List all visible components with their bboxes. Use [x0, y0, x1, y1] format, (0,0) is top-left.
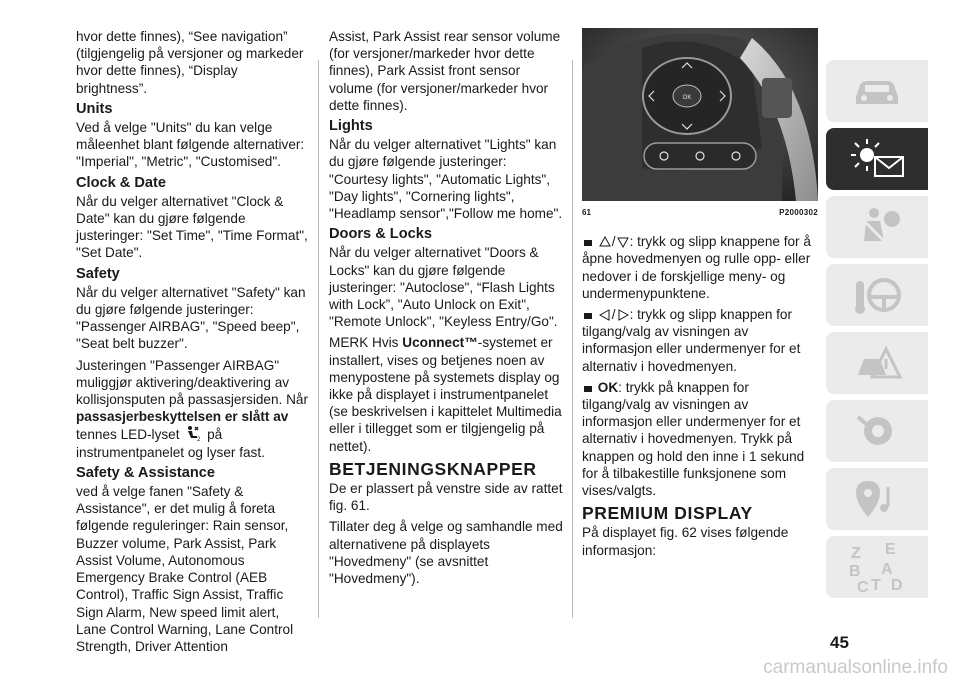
figure-caption: [582, 204, 818, 221]
ok-label: OK: [597, 379, 619, 395]
key-steering-wheel-icon: [850, 273, 904, 317]
airbag-led-text: tennes LED-lyset: [76, 427, 180, 443]
index-letter: E: [885, 541, 896, 558]
page-number: 45: [830, 633, 849, 652]
slash-1: /: [611, 234, 616, 250]
left-right-paragraph: [582, 306, 818, 375]
airbag-when-text: Når: [286, 392, 308, 408]
index-letter: C: [857, 579, 869, 594]
safety-assistance-paragraph: ved å velge fanen "Safety & Assistance", er det mulig å foreta følgende reguleringer: Rain sensor, Buzzer volume, Park Assist, Park Assist Volume, Autonomous Emergency Brake Control (AEB Control), Traffic Sign Assist, Traffic Sign Alarm, New speed limit alert, Lane Control Warning, Lane Control Strength, Driver Attention: [76, 484, 294, 654]
down-arrow-icon: [617, 236, 629, 248]
airbag-off-bold: passasjerbeskyttelsen er slått av: [76, 409, 289, 425]
continued-paragraph: Assist, Park Assist rear sensor volume (for versjoner/markeder hvor dette finnes), Park Assist front sensor volume (for versjoner/markeder hvor dette finnes).: [329, 29, 561, 113]
svg-text:OK: OK: [682, 95, 692, 101]
chapter-tab-warning-lights[interactable]: [826, 128, 928, 190]
premium-display-paragraph: På displayet fig. 62 vises følgende informasjon:: [582, 525, 789, 558]
note-prefix: MERK Hvis: [329, 335, 399, 351]
index-letter: Z: [851, 545, 861, 562]
text-column-3: [582, 28, 818, 563]
premium-display-heading: PREMIUM DISPLAY: [582, 503, 753, 524]
bullet-square-icon: [583, 311, 593, 321]
passenger-airbag-off-icon: [184, 425, 202, 441]
left-arrow-icon: [599, 309, 611, 321]
chapter-tab-starting-driving[interactable]: [826, 264, 928, 326]
index-letter: B: [849, 563, 861, 580]
units-heading: Units: [76, 100, 113, 117]
doors-locks-paragraph: Når du velger alternativet "Doors & Locks" kan du gjøre følgende justeringer: "Autoclose", “Flash Lights with Lock”, "Auto Unlock on Exit", "Remote Unlock", "Keyless Entry/Go".: [329, 245, 558, 330]
text-column-2: [329, 28, 565, 591]
chapter-sidebar: [826, 60, 928, 604]
chapter-tab-multimedia[interactable]: [826, 468, 928, 530]
up-down-text: : trykk og slipp knappene for å åpne hovedmenyen og rulle opp- eller nedover i de forskjellige meny- og undermenypunktene.: [582, 234, 811, 301]
lights-paragraph: Når du velger alternativet "Lights" kan du gjøre følgende justeringer: "Courtesy lights", "Automatic Lights", "Day lights", "Cornering lights", "Headlamp sensor","Follow me home".: [329, 137, 563, 222]
text-column-1: [76, 28, 312, 659]
chapter-tab-maintenance[interactable]: [826, 400, 928, 462]
slash-2: /: [611, 307, 616, 323]
watermark[interactable]: carmanualsonline.info: [763, 657, 948, 678]
clock-date-heading: Clock & Date: [76, 174, 167, 191]
figure-label: 61: [582, 208, 591, 217]
left-right-text: : trykk og slipp knappen for tilgang/valg av visningen av informasjon eller undermenyer for et alternativ i hovedmenyen.: [582, 307, 801, 374]
car-road-warning-icon: [850, 341, 904, 385]
index-letter: D: [891, 577, 903, 594]
safety-heading: Safety: [76, 265, 120, 282]
svg-text:2: 2: [197, 437, 201, 442]
steering-wheel-controls-figure: [582, 28, 818, 201]
airbag-text: Justeringen "Passenger AIRBAG" muliggjør aktivering/deaktivering av kollisjonsputen på passasjersiden.: [76, 357, 290, 408]
note-body: -systemet er installert, vises og betjenes noen av menypostene på systemets display og ikke på displayet i instrumentpanelet (se beskrivelsen i kapittelet Multimedia eller i tillegget som er tilgjengelig på nettet).: [329, 335, 562, 454]
airbag-end-text: på instrumentpanelet og lyser fast.: [76, 427, 265, 460]
up-arrow-icon: [599, 236, 611, 248]
column-divider-2: [572, 60, 573, 618]
right-arrow-icon: [617, 309, 629, 321]
airbag-paragraph: [76, 357, 312, 461]
ok-paragraph: [582, 379, 818, 499]
note-paragraph: [329, 334, 565, 454]
up-down-paragraph: [582, 233, 818, 302]
doors-locks-heading: Doors & Locks: [329, 226, 432, 243]
airbag-seatbelt-icon: [850, 205, 904, 249]
chapter-tab-index[interactable]: [826, 536, 928, 598]
safety-assistance-heading: Safety & Assistance: [76, 464, 215, 481]
lights-heading: Lights: [329, 118, 373, 135]
car-icon: [850, 71, 904, 111]
clock-date-paragraph: Når du velger alternativet "Clock & Date" kan du gjøre følgende justeringer: "Set Time", "Time Format", "Set Date".: [76, 193, 308, 261]
bullet-square-icon: [583, 238, 593, 248]
chapter-tab-emergency[interactable]: [826, 332, 928, 394]
intro-paragraph: hvor dette finnes), “See navigation” (tilgjengelig på versjoner og markeder hvor dette finnes), “Display brightness”.: [76, 29, 304, 96]
alphabet-index-icon: [845, 540, 909, 594]
controls-paragraph: De er plassert på venstre side av rattet fig. 61.: [329, 481, 563, 514]
column-divider-1: [318, 60, 319, 618]
figure-code: P2000302: [779, 208, 818, 217]
uconnect-brand: Uconnect™: [402, 335, 478, 351]
controls-heading: BETJENINGSKNAPPER: [329, 458, 537, 479]
bullet-square-icon: [583, 384, 593, 394]
units-paragraph: Ved å velge "Units" du kan velge måleenhet blant følgende alternativer: "Imperial", "Metric", "Customised".: [76, 120, 305, 170]
chapter-tab-car[interactable]: [826, 60, 928, 122]
controls-paragraph-2: Tillater deg å velge og samhandle med alternativene på displayets "Hovedmeny" (se avsnittet "Hovedmeny").: [329, 519, 563, 587]
warning-lights-message-icon: [845, 135, 909, 183]
steering-wheel-illustration: [582, 28, 818, 201]
index-letter: A: [881, 561, 893, 578]
chapter-tab-safety[interactable]: [826, 196, 928, 258]
safety-paragraph: Når du velger alternativet "Safety" kan du gjøre følgende justeringer: "Passenger AIRBAG", "Speed beep", "Seat belt buzzer".: [76, 284, 306, 352]
service-tools-icon: [850, 409, 904, 453]
index-letter: T: [871, 577, 881, 594]
gps-music-icon: [850, 477, 904, 521]
ok-text: : trykk på knappen for tilgang/valg av visningen av informasjon eller undermenyer for et alternativ i hovedmenyen. Trykk på knappen og hold den inne i 1 sekund for å tilbakestille funksjonene som vises/valgts.: [582, 379, 805, 499]
